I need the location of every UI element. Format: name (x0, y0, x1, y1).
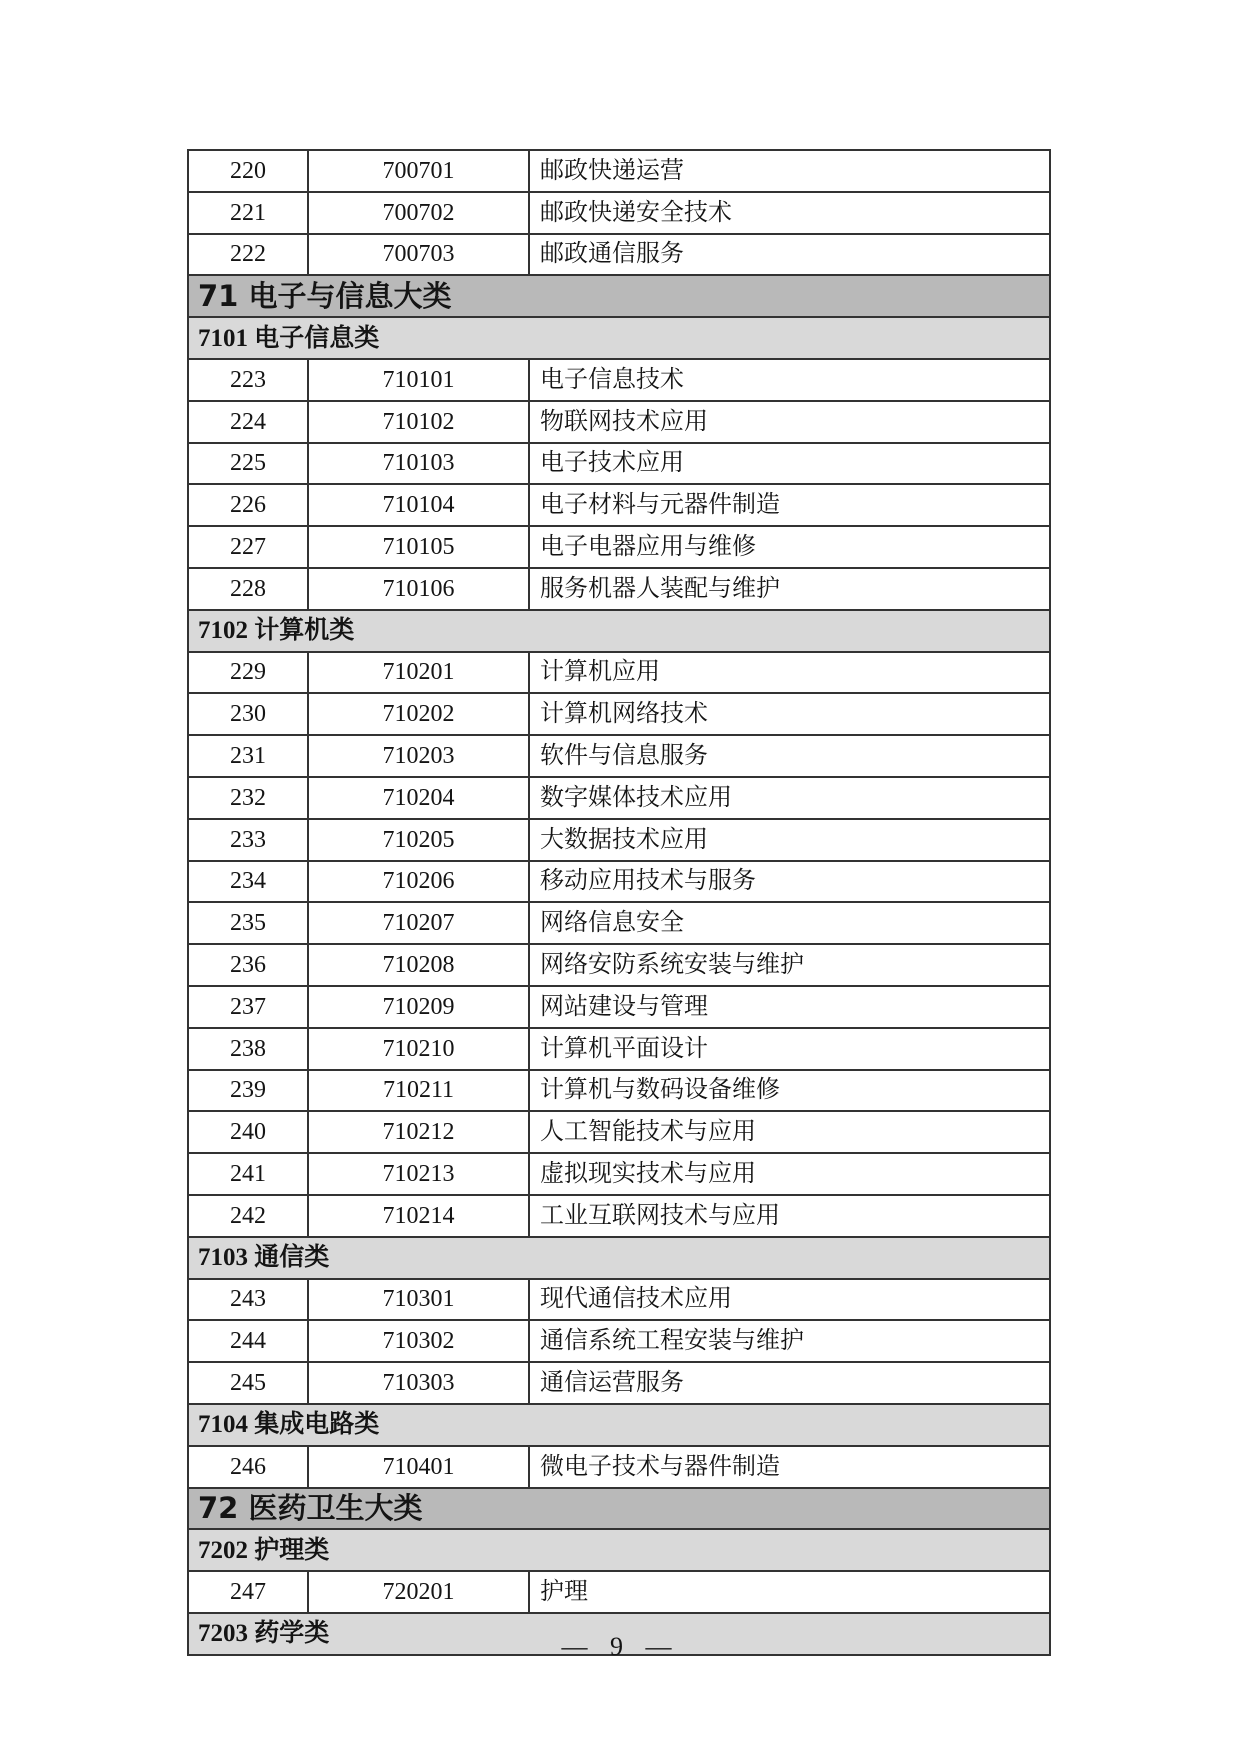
major-name-cell: 电子材料与元器件制造 (529, 484, 1050, 526)
seq-cell: 239 (188, 1070, 308, 1112)
seq-cell: 240 (188, 1111, 308, 1153)
seq-cell: 224 (188, 401, 308, 443)
table-body (188, 150, 1050, 1655)
code-cell: 710211 (308, 1070, 529, 1112)
seq-cell: 223 (188, 359, 308, 401)
major-name-cell: 微电子技术与器件制造 (529, 1446, 1050, 1488)
seq-cell: 243 (188, 1279, 308, 1321)
table-row (188, 1153, 1050, 1195)
category-row (188, 1488, 1050, 1530)
category-row (188, 275, 1050, 317)
major-name-cell: 网站建设与管理 (529, 986, 1050, 1028)
table-row (188, 986, 1050, 1028)
seq-cell: 244 (188, 1320, 308, 1362)
table-row (188, 902, 1050, 944)
table-row (188, 861, 1050, 903)
seq-cell: 238 (188, 1028, 308, 1070)
major-name-cell: 现代通信技术应用 (529, 1279, 1050, 1321)
subcategory-label: 7101 电子信息类 (188, 317, 1050, 359)
seq-cell: 221 (188, 192, 308, 234)
table-row (188, 1028, 1050, 1070)
seq-cell: 220 (188, 150, 308, 192)
table-row (188, 1362, 1050, 1404)
major-name-cell: 网络安防系统安装与维护 (529, 944, 1050, 986)
major-name-cell: 电子电器应用与维修 (529, 526, 1050, 568)
subcategory-label: 7104 集成电路类 (188, 1404, 1050, 1446)
major-name-cell: 移动应用技术与服务 (529, 861, 1050, 903)
code-cell: 700701 (308, 150, 529, 192)
major-name-cell: 邮政快递安全技术 (529, 192, 1050, 234)
seq-cell: 229 (188, 652, 308, 694)
major-name-cell: 邮政通信服务 (529, 234, 1050, 276)
subcategory-label: 7103 通信类 (188, 1237, 1050, 1279)
seq-cell: 245 (188, 1362, 308, 1404)
category-label: 71 电子与信息大类 (188, 275, 1050, 317)
seq-cell: 241 (188, 1153, 308, 1195)
code-cell: 710301 (308, 1279, 529, 1321)
table-row (188, 234, 1050, 276)
table-row (188, 652, 1050, 694)
code-cell: 710106 (308, 568, 529, 610)
seq-cell: 242 (188, 1195, 308, 1237)
table-row (188, 359, 1050, 401)
major-name-cell: 通信运营服务 (529, 1362, 1050, 1404)
seq-cell: 222 (188, 234, 308, 276)
subcategory-label: 7202 护理类 (188, 1529, 1050, 1571)
table-row (188, 1070, 1050, 1112)
table-row (188, 1571, 1050, 1613)
table-row (188, 401, 1050, 443)
subcategory-row (188, 317, 1050, 359)
code-cell: 710102 (308, 401, 529, 443)
major-name-cell: 电子信息技术 (529, 359, 1050, 401)
code-cell: 720201 (308, 1571, 529, 1613)
major-name-cell: 数字媒体技术应用 (529, 777, 1050, 819)
seq-cell: 227 (188, 526, 308, 568)
major-name-cell: 服务机器人装配与维护 (529, 568, 1050, 610)
table-row (188, 693, 1050, 735)
table-row (188, 1279, 1050, 1321)
code-cell: 710212 (308, 1111, 529, 1153)
major-name-cell: 计算机应用 (529, 652, 1050, 694)
seq-cell: 226 (188, 484, 308, 526)
code-cell: 710103 (308, 443, 529, 485)
table-row (188, 777, 1050, 819)
code-cell: 710104 (308, 484, 529, 526)
code-cell: 710203 (308, 735, 529, 777)
major-name-cell: 人工智能技术与应用 (529, 1111, 1050, 1153)
subcategory-label: 7102 计算机类 (188, 610, 1050, 652)
majors-code-table (187, 149, 1051, 1656)
code-cell: 710209 (308, 986, 529, 1028)
code-cell: 710204 (308, 777, 529, 819)
table-row (188, 819, 1050, 861)
code-cell: 710208 (308, 944, 529, 986)
code-cell: 710105 (308, 526, 529, 568)
code-cell: 700703 (308, 234, 529, 276)
code-cell: 710207 (308, 902, 529, 944)
seq-cell: 230 (188, 693, 308, 735)
code-cell: 710202 (308, 693, 529, 735)
major-name-cell: 网络信息安全 (529, 902, 1050, 944)
subcategory-row (188, 610, 1050, 652)
code-cell: 710206 (308, 861, 529, 903)
table-row (188, 1195, 1050, 1237)
seq-cell: 232 (188, 777, 308, 819)
code-cell: 710213 (308, 1153, 529, 1195)
code-cell: 710214 (308, 1195, 529, 1237)
seq-cell: 246 (188, 1446, 308, 1488)
major-name-cell: 大数据技术应用 (529, 819, 1050, 861)
major-name-cell: 护理 (529, 1571, 1050, 1613)
seq-cell: 237 (188, 986, 308, 1028)
table-row (188, 526, 1050, 568)
subcategory-row (188, 1237, 1050, 1279)
seq-cell: 233 (188, 819, 308, 861)
table-row (188, 944, 1050, 986)
seq-cell: 231 (188, 735, 308, 777)
code-cell: 710210 (308, 1028, 529, 1070)
major-name-cell: 电子技术应用 (529, 443, 1050, 485)
code-cell: 710205 (308, 819, 529, 861)
table-row (188, 1446, 1050, 1488)
seq-cell: 236 (188, 944, 308, 986)
major-name-cell: 软件与信息服务 (529, 735, 1050, 777)
table-row (188, 735, 1050, 777)
category-label: 72 医药卫生大类 (188, 1488, 1050, 1530)
table-row (188, 150, 1050, 192)
major-name-cell: 计算机网络技术 (529, 693, 1050, 735)
table-row (188, 443, 1050, 485)
major-name-cell: 物联网技术应用 (529, 401, 1050, 443)
table-row (188, 1320, 1050, 1362)
seq-cell: 228 (188, 568, 308, 610)
table-row (188, 484, 1050, 526)
code-cell: 710302 (308, 1320, 529, 1362)
code-cell: 700702 (308, 192, 529, 234)
table-row (188, 568, 1050, 610)
seq-cell: 247 (188, 1571, 308, 1613)
seq-cell: 225 (188, 443, 308, 485)
major-name-cell: 计算机与数码设备维修 (529, 1070, 1050, 1112)
subcategory-label: 7203 药学类 (188, 1613, 1050, 1655)
subcategory-row (188, 1529, 1050, 1571)
major-name-cell: 通信系统工程安装与维护 (529, 1320, 1050, 1362)
code-cell: 710201 (308, 652, 529, 694)
major-name-cell: 虚拟现实技术与应用 (529, 1153, 1050, 1195)
major-name-cell: 计算机平面设计 (529, 1028, 1050, 1070)
table-row (188, 1111, 1050, 1153)
code-cell: 710401 (308, 1446, 529, 1488)
page-number: — 9 — (561, 1632, 680, 1661)
seq-cell: 235 (188, 902, 308, 944)
code-cell: 710303 (308, 1362, 529, 1404)
seq-cell: 234 (188, 861, 308, 903)
table-row (188, 192, 1050, 234)
major-name-cell: 工业互联网技术与应用 (529, 1195, 1050, 1237)
code-cell: 710101 (308, 359, 529, 401)
major-name-cell: 邮政快递运营 (529, 150, 1050, 192)
subcategory-row (188, 1404, 1050, 1446)
